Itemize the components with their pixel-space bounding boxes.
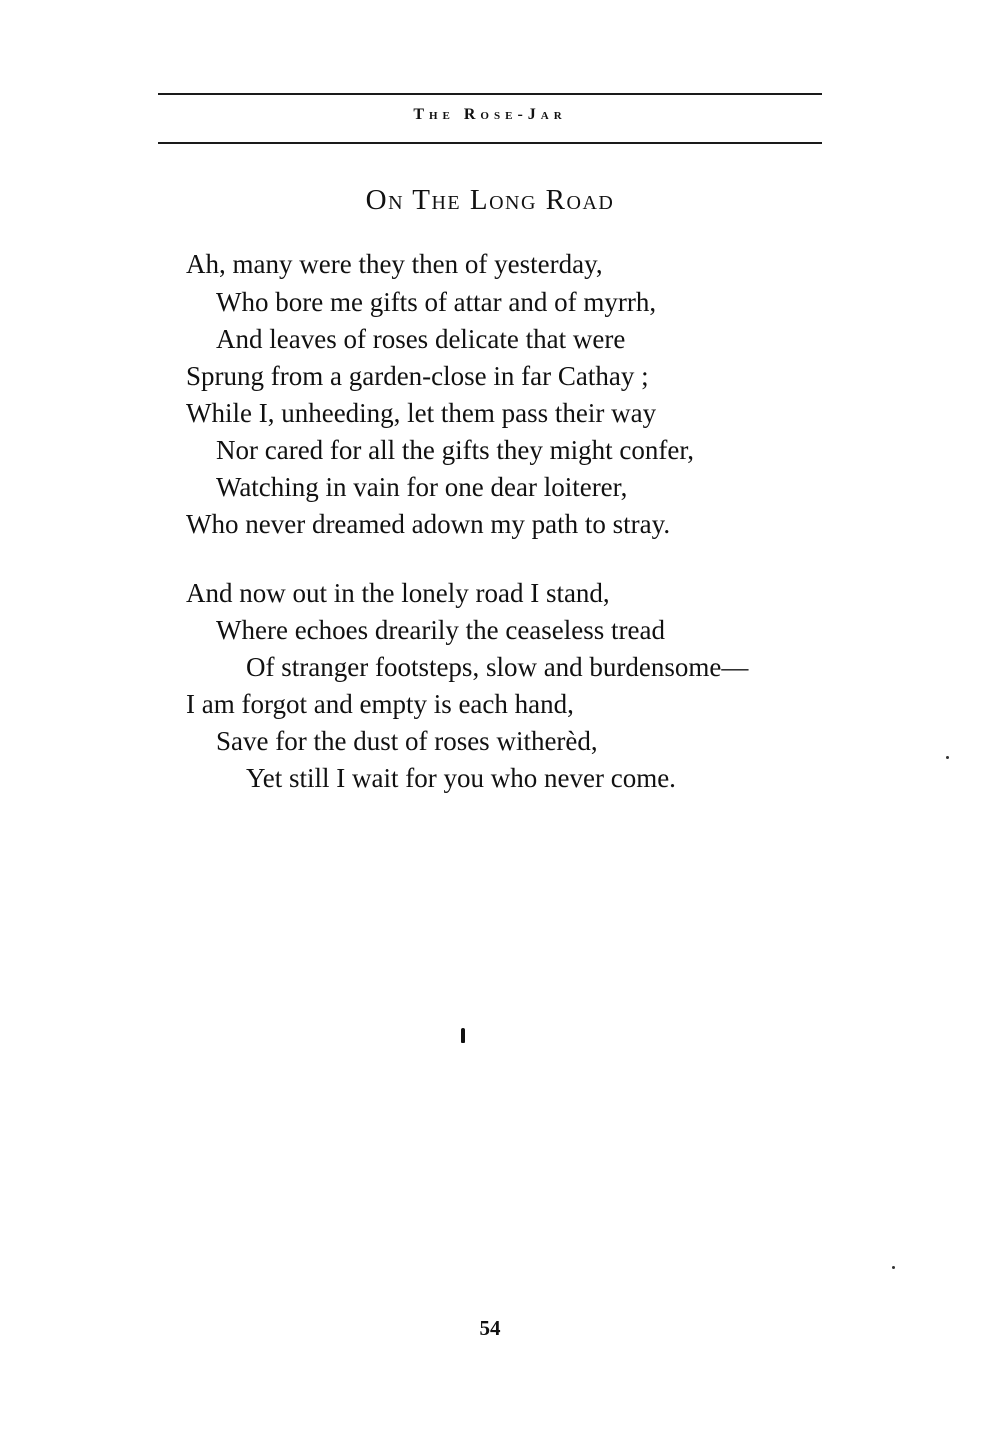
poem-line: And leaves of roses delicate that were: [216, 324, 626, 354]
ink-mark: [461, 1028, 465, 1043]
page-number: 54: [479, 1316, 501, 1340]
poem-line: Of stranger footsteps, slow and burdensome—: [246, 652, 749, 682]
poem-line: And now out in the lonely road I stand,: [186, 578, 610, 608]
poem-line: Ah, many were they then of yesterday,: [186, 249, 603, 279]
running-head: The Rose-Jar: [413, 106, 567, 123]
poem-line: I am forgot and empty is each hand,: [186, 689, 574, 719]
header-bottom-rule: [158, 142, 822, 144]
poem-line: Nor cared for all the gifts they might confer,: [216, 435, 694, 465]
ink-speck: [892, 1266, 895, 1269]
poem-line: While I, unheeding, let them pass their way: [186, 398, 657, 428]
poem-title: On The Long Road: [365, 184, 615, 216]
poem-line: Who bore me gifts of attar and of myrrh,: [216, 287, 657, 317]
poem-line: Watching in vain for one dear loiterer,: [216, 472, 628, 502]
header-top-rule: [158, 93, 822, 95]
poem-line: Save for the dust of roses witherèd,: [216, 726, 598, 756]
poem-line: Sprung from a garden-close in far Cathay ;: [186, 361, 649, 391]
poem-line: Who never dreamed adown my path to stray.: [186, 509, 671, 539]
poem-line: Where echoes drearily the ceaseless tread: [216, 615, 665, 645]
poem-line: Yet still I wait for you who never come.: [246, 763, 676, 793]
ink-speck: [946, 756, 949, 759]
